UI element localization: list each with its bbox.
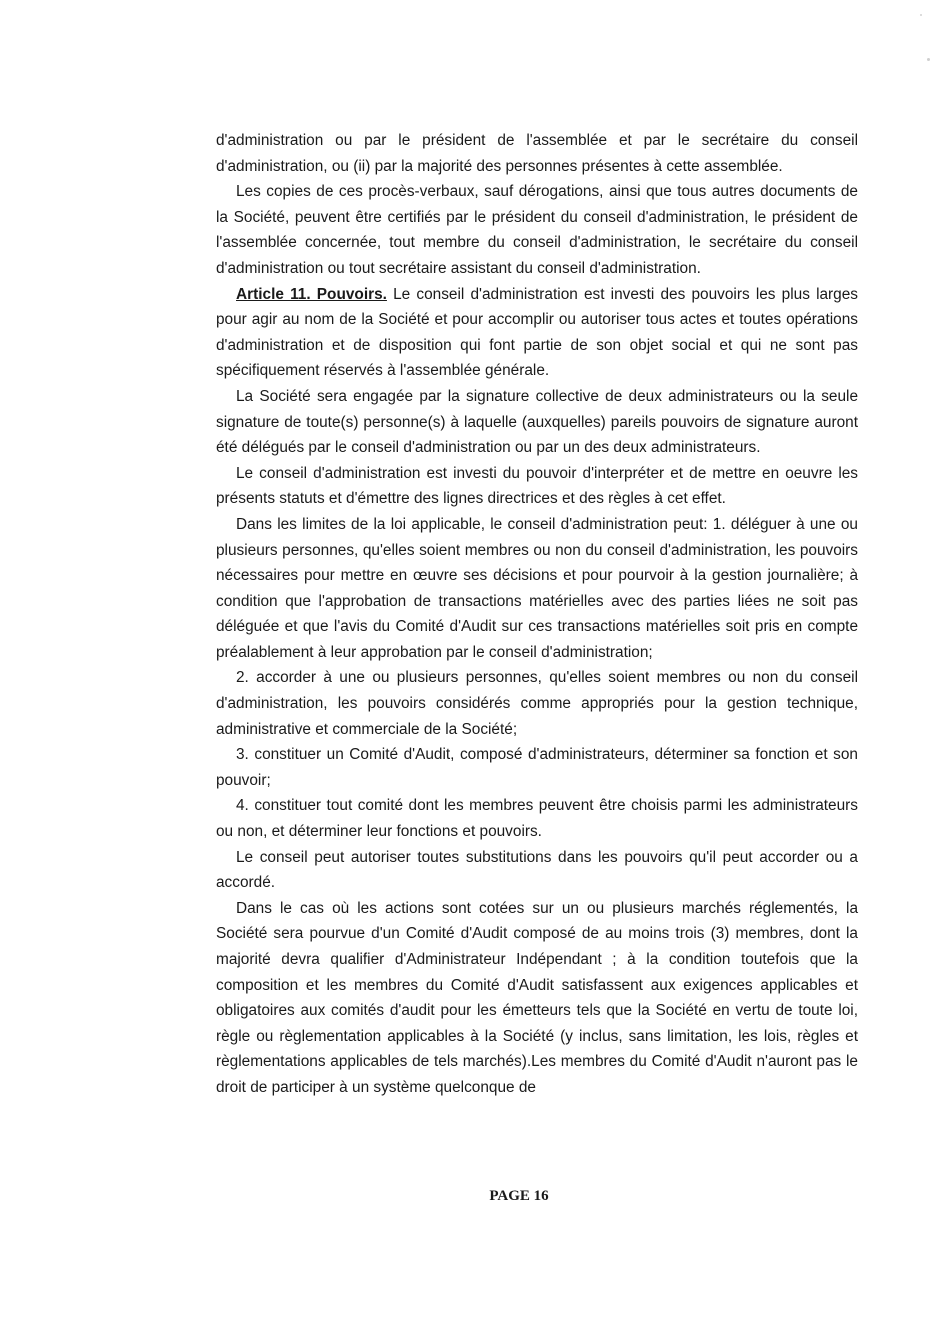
paragraph-text: Le conseil d'administration est investi des pouvoirs les plus larges pour agir au nom de la Société et pour accomplir ou autoriser tous actes et toutes opérations d'administration et de disposition qui font partie de son objet social et qui ne sont pas spécifiquement réservés à l'assemblée générale. (216, 285, 858, 380)
paragraph: Dans le cas où les actions sont cotées sur un ou plusieurs marchés réglementés, la Société sera pourvue d'un Comité d'Audit composé de au moins trois (3) membres, dont la majorité devra qualifier d'Administrateur Indépendant ; à la condition toutefois que la composition et les membres du Comité d'Audit satisfassent aux exigences applicables et obligatoires aux comités d'audit pour les émetteurs tels que la Société en vertu de toute loi, règle ou règlementation applicables à la Société (y inclus, sans limitation, les lois, règles et règlementations applicables de tels marchés).Les membres du Comité d'Audit n'auront pas le droit de participer à un système quelconque de (216, 899, 858, 1096)
paragraph: 3. constituer un Comité d'Audit, composé d'administrateurs, déterminer sa fonction et son pouvoir; (216, 746, 858, 789)
paragraph: 2. accorder à une ou plusieurs personnes, qu'elles soient membres ou non du conseil d'administration, les pouvoirs considérés comme appropriés pour la gestion technique, administrative et commerciale de la Société; (216, 669, 858, 738)
paragraph: Le conseil peut autoriser toutes substitutions dans les pouvoirs qu'il peut accorder ou a accordé. (216, 848, 858, 892)
article-heading: Article 11. Pouvoirs. (236, 285, 387, 303)
paragraph: La Société sera engagée par la signature collective de deux administrateurs ou la seule signature de toute(s) personne(s) à laquelle (auxquelles) pareils pouvoirs de signature auront été délégués par le conseil d'administration ou par un des deux administrateurs. (216, 387, 858, 457)
paragraph: Dans les limites de la loi applicable, le conseil d'administration peut: 1. déléguer à une ou plusieurs personnes, qu'elles soient membres ou non du conseil d'administration, les pouvoirs nécessaires pour mettre en œuvre ses décisions et pour pourvoir à la gestion journalière; à condition que l'approbation de transactions matérielles avec des parties liées ne soit pas déléguée et que l'avis du Comité d'Audit sur ces transactions matérielles soit pris en compte préalablement à leur approbation par le conseil d'administration; (216, 515, 858, 661)
scan-speck (920, 14, 922, 16)
article-paragraph (216, 282, 858, 384)
page-number: PAGE 16 (489, 1188, 549, 1204)
paragraph: Les copies de ces procès-verbaux, sauf dérogations, ainsi que tous autres documents de la Société, peuvent être certifiés par le président du conseil d'administration, le président de l'assemblée concernée, tout membre du conseil d'administration, le secrétaire du conseil d'administration ou tout secrétaire assistant du conseil d'administration. (216, 183, 858, 277)
paragraph: Le conseil d'administration est investi du pouvoir d'interpréter et de mettre en oeuvre les présents statuts et d'émettre des lignes directrices et des règles à cet effet. (216, 464, 858, 508)
scan-speck (927, 58, 930, 61)
document-body (216, 128, 858, 1101)
paragraph: 4. constituer tout comité dont les membres peuvent être choisis parmi les administrateurs ou non, et déterminer leur fonctions et pouvoirs. (216, 797, 858, 841)
paragraph: d'administration ou par le président de l'assemblée et par le secrétaire du conseil d'administration, ou (ii) par la majorité des personnes présentes à cette assemblée. (216, 132, 858, 175)
